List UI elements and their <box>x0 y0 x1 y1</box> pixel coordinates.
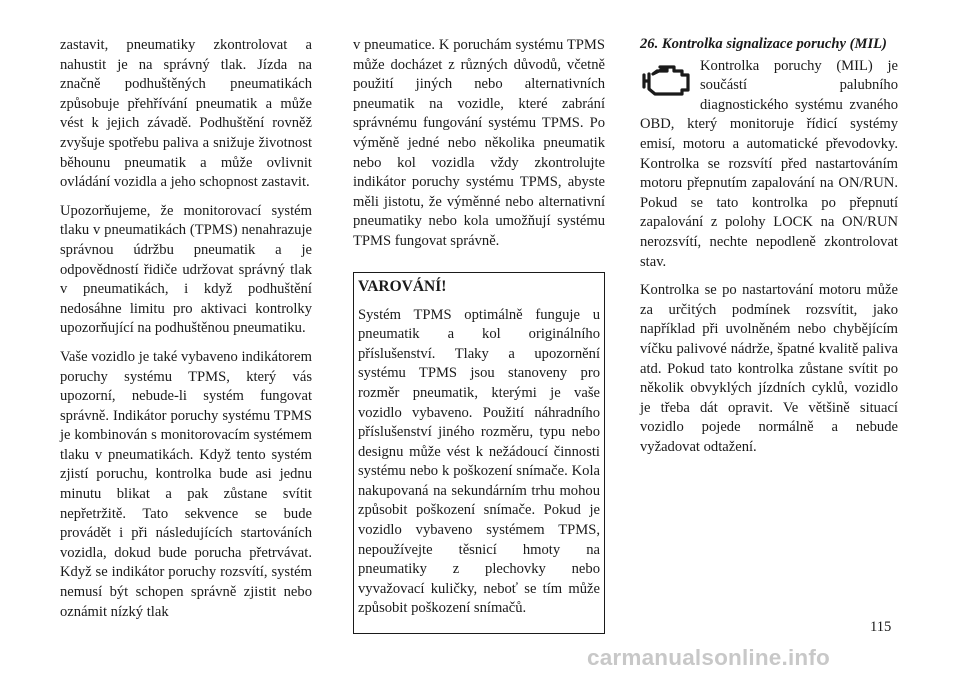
right-column <box>640 36 898 466</box>
body-paragraph: Kontrolka se po nastartování motoru může za určitých podmínek rozsvítit, jako například při uvolněném nebo chybějícím víčku palivové nádrže, špatné kvalitě paliva atd. Pokud tato kontrolka zůstane svítit po několik obvyklých jízdních cyklů, vozidlo je třeba dát opravit. Ve většině situací vozidlo pojede normálně a nebude vyžadovat odtažení. <box>640 282 898 455</box>
middle-column <box>353 36 605 634</box>
body-paragraph: Vaše vozidlo je také vybaveno indikátorem poruchy systému TPMS, který vás upozorní, nebude-li systém fungovat správně. Indikátor poruchy systému TPMS je kombinován s monitorovacím systémem tlaku v pneumatikách. Když tento systém zjistí poruchu, kontrolka bude asi jednu minutu blikat a pak zůstane svítit nepřetržitě. Tato sekvence se bude provádět i při následujících startováních vozidla, dokud bude porucha přetrvávat. Když se indikátor poruchy rozsvítí, systém nemusí být schopen správně zjistit nebo oznámit nízký tlak <box>60 348 312 620</box>
body-paragraph: Kontrolka poruchy (MIL) je součástí palubního diagnostického systému zvaného OBD, který monitoruje řídicí systémy emisí, motoru a automatické převodovky. Kontrolka se rozsvítí před nastartováním motoru přepnutím zapalování na ON/RUN. Pokud se tato kontrolka po přepnutí zapalování z polohy LOCK na ON/RUN nerozsvítí, nechte nepodleně zkontrolovat stav. <box>640 57 898 270</box>
body-paragraph: v pneumatice. K poruchám systému TPMS může docházet z různých důvodů, včetně použití jiných nebo alternativních pneumatik na vozidle, které zabrání správnému fungování systému TPMS. Po výměně jedné nebo několika pneumatik nebo kol vozidla vždy zkontrolujte indikátor poruchy systému TPMS, abyste měli jistotu, že výměnné nebo alternativní pneumatiky nebo kola umožňují systému TPMS fungovat správně. <box>353 37 605 249</box>
left-column <box>60 36 312 631</box>
warning-text: Systém TPMS optimálně funguje u pneumatik a kol originálního příslušenství. Tlaky a upozornění systému TPMS jsou stanoveny pro rozměr pneumatik, kterými je vaše vozidlo vybaveno. Použití náhradního příslušenství jiného rozměru, typu nebo designu může vést k nežádoucí činnosti systému nebo k poškození snímače. Kola nakupovaná na sekundárním trhu mohou způsobit poškození snímače. Pokud je vozidlo vybaveno systémem TPMS, nepoužívejte těsnicí hmoty na pneumatiky z plechovky nebo vyvažovací kuličky, neboť se tím může způsobit poškození snímačů. <box>358 306 600 617</box>
mil-section <box>640 57 898 273</box>
section-heading: 26. Kontrolka signalizace poruchy (MIL) <box>640 36 887 52</box>
body-paragraph: zastavit, pneumatiky zkontrolovat a nahustit je na správný tlak. Jízda na značně podhuštěných pneumatikách způsobuje přehřívání pneumatik a může vést k jejich závadě. Podhuštění rovněž zvyšuje spotřebu paliva a snižuje životnost běhounu pneumatik a může ovlivnit ovládání vozidla a jeho schopnost zastavit. <box>60 37 312 191</box>
check-engine-icon <box>640 63 694 97</box>
warning-title: VAROVÁNÍ! <box>358 277 447 295</box>
body-paragraph: Upozorňujeme, že monitorovací systém tlaku v pneumatikách (TPMS) nenahrazuje správnou údržbu pneumatik a je odpovědností řidiče udržovat správný tlak v pneumatikách, i když podhuštění nedosáhne limitu pro aktivaci kontrolky upozorňující na podhuštěnou pneumatiku. <box>60 202 312 337</box>
warning-box <box>353 272 605 635</box>
watermark: carmanualsonline.info <box>587 645 830 670</box>
page-number: 115 <box>870 619 892 635</box>
